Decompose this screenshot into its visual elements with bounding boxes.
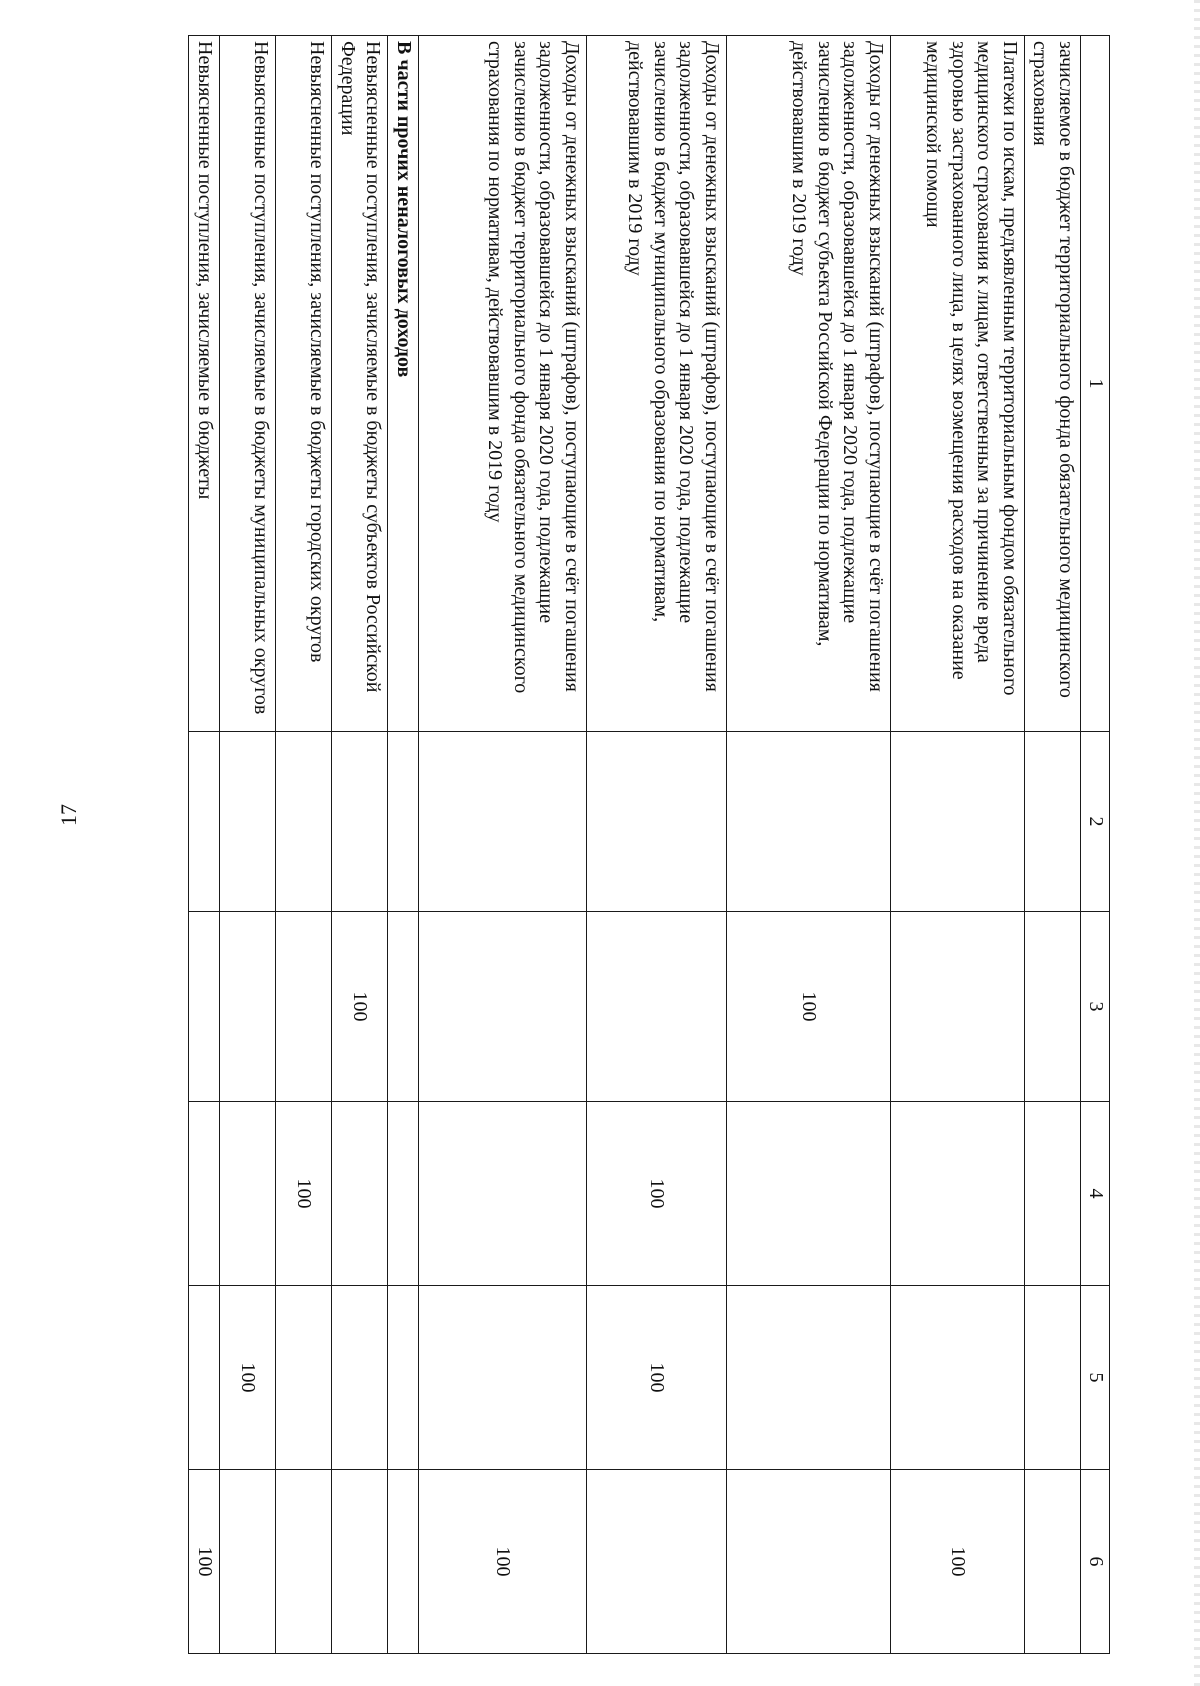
cell-col2 — [586, 732, 726, 912]
cell-col4 — [388, 1102, 419, 1286]
column-header: 3 — [1081, 912, 1110, 1102]
row-description: Невыясненные поступления, зачисляемые в бюджеты муниципальных округов — [220, 36, 276, 732]
table-row — [726, 36, 890, 1654]
cell-col2 — [388, 732, 419, 912]
cell-col3 — [276, 912, 332, 1102]
cell-col3 — [388, 912, 419, 1102]
scan-edge-artifact — [1194, 0, 1200, 1686]
cell-col2 — [726, 732, 890, 912]
cell-col6 — [586, 1470, 726, 1654]
row-description: зачисляемое в бюджет территориального фонда обязательного медицинского страхования — [1024, 36, 1080, 732]
cell-col2 — [332, 732, 388, 912]
cell-col4: 100 — [276, 1102, 332, 1286]
cell-col4 — [189, 1102, 220, 1286]
column-header: 1 — [1081, 36, 1110, 732]
table-row — [220, 36, 276, 1654]
cell-col5 — [890, 1286, 1024, 1470]
cell-col6: 100 — [418, 1470, 586, 1654]
cell-col4: 100 — [586, 1102, 726, 1286]
cell-col4 — [418, 1102, 586, 1286]
section-row — [388, 36, 419, 1654]
page-number: 17 — [56, 804, 81, 826]
row-description: Доходы от денежных взысканий (штрафов), поступающие в счёт погашения задолженности, образовавшейся до 1 января 2020 года, подлежащие зачислению в бюджет муниципального образования по нормативам, действовавшим в 2019 году — [586, 36, 726, 732]
rotated-table-container — [188, 35, 1110, 1653]
cell-col3 — [189, 912, 220, 1102]
cell-col5 — [332, 1286, 388, 1470]
cell-col3: 100 — [332, 912, 388, 1102]
row-description: Невыясненные поступления, зачисляемые в бюджеты субъектов Российской Федерации — [332, 36, 388, 732]
column-header: 2 — [1081, 732, 1110, 912]
table-row — [1024, 36, 1080, 1654]
table-row — [276, 36, 332, 1654]
cell-col6 — [220, 1470, 276, 1654]
cell-col5: 100 — [220, 1286, 276, 1470]
section-heading: В части прочих неналоговых доходов — [388, 36, 419, 732]
column-header: 4 — [1081, 1102, 1110, 1286]
column-header: 5 — [1081, 1286, 1110, 1470]
cell-col5 — [726, 1286, 890, 1470]
row-description: Доходы от денежных взысканий (штрафов), поступающие в счёт погашения задолженности, образовавшейся до 1 января 2020 года, подлежащие зачислению в бюджет территориального фонда обязательного медицинского страхования по нормативам, действовавшим в 2019 году — [418, 36, 586, 732]
cell-col4 — [220, 1102, 276, 1286]
cell-col2 — [276, 732, 332, 912]
cell-col5 — [189, 1286, 220, 1470]
row-description: Невыясненные поступления, зачисляемые в бюджеты городских округов — [276, 36, 332, 732]
table-row — [189, 36, 220, 1654]
cell-col3 — [418, 912, 586, 1102]
cell-col3 — [1024, 912, 1080, 1102]
cell-col5 — [276, 1286, 332, 1470]
cell-col6: 100 — [189, 1470, 220, 1654]
cell-col6: 100 — [890, 1470, 1024, 1654]
cell-col2 — [1024, 732, 1080, 912]
row-description: Платежи по искам, предъявленным территориальным фондом обязательного медицинского страхования к лицам, ответственным за причинение вреда здоровью застрахованного лица, в целях возмещения расходов на оказание медицинской помощи — [890, 36, 1024, 732]
cell-col4 — [332, 1102, 388, 1286]
cell-col3: 100 — [726, 912, 890, 1102]
cell-col6 — [276, 1470, 332, 1654]
table-row — [418, 36, 586, 1654]
cell-col5 — [418, 1286, 586, 1470]
column-header: 6 — [1081, 1470, 1110, 1654]
cell-col2 — [890, 732, 1024, 912]
row-description: Невыясненные поступления, зачисляемые в бюджеты — [189, 36, 220, 732]
column-number-row — [1081, 36, 1110, 1654]
cell-col2 — [220, 732, 276, 912]
cell-col3 — [890, 912, 1024, 1102]
revenue-distribution-table — [188, 35, 1110, 1654]
cell-col4 — [890, 1102, 1024, 1286]
cell-col5: 100 — [586, 1286, 726, 1470]
cell-col5 — [388, 1286, 419, 1470]
cell-col2 — [418, 732, 586, 912]
cell-col4 — [1024, 1102, 1080, 1286]
cell-col4 — [726, 1102, 890, 1286]
table-row — [332, 36, 388, 1654]
cell-col3 — [220, 912, 276, 1102]
table-row — [586, 36, 726, 1654]
cell-col6 — [726, 1470, 890, 1654]
cell-col6 — [1024, 1470, 1080, 1654]
cell-col3 — [586, 912, 726, 1102]
cell-col6 — [388, 1470, 419, 1654]
cell-col5 — [1024, 1286, 1080, 1470]
cell-col6 — [332, 1470, 388, 1654]
table-row — [890, 36, 1024, 1654]
row-description: Доходы от денежных взысканий (штрафов), поступающие в счёт погашения задолженности, образовавшейся до 1 января 2020 года, подлежащие зачислению в бюджет субъекта Российской Федерации по нормативам, действовавшим в 2019 году — [726, 36, 890, 732]
cell-col2 — [189, 732, 220, 912]
